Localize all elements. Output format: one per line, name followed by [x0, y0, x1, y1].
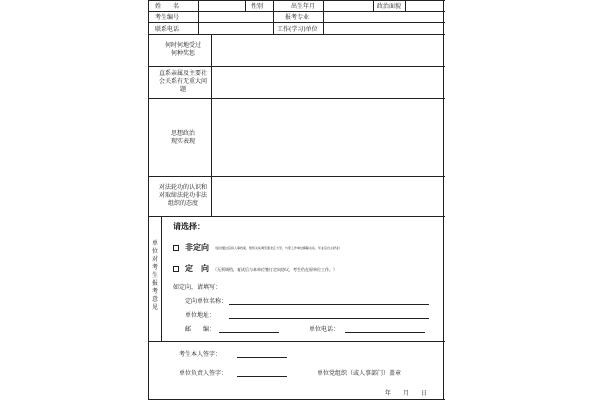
candidate-signature-line[interactable] [237, 357, 287, 358]
directed-unit-name-line[interactable] [229, 304, 429, 305]
opinion-side-label: 单位对考生报考意见 [151, 240, 158, 311]
leader-signature-line[interactable] [237, 376, 287, 377]
unit-address-label: 单位地址： [185, 312, 216, 319]
directed-note: （无须调档，复试后与本单位签订定向协议，考生仍在原单位工作。） [213, 267, 337, 272]
non-directed-label: 非定向 [185, 242, 209, 252]
form-top-border [149, 0, 445, 1]
unit-address-line[interactable] [229, 318, 429, 319]
name-label: 姓 名 [155, 3, 180, 10]
row-divider [149, 176, 445, 177]
unit-phone-line[interactable] [345, 332, 425, 333]
row-divider [149, 66, 445, 67]
candidate-signature-label: 考生本人签字： [179, 351, 222, 358]
political-review-form [148, 0, 444, 400]
col-divider [323, 0, 324, 34]
row-divider [149, 22, 445, 23]
row-divider [149, 98, 445, 99]
directed-unit-name-label: 定向单位名称： [185, 298, 228, 305]
awards-label: 何时何地受过何种奖惩 [164, 42, 201, 57]
unit-phone-label: 单位电话： [309, 326, 340, 333]
postcode-line[interactable] [219, 332, 279, 333]
col-divider [245, 0, 246, 11]
non-directed-checkbox[interactable] [173, 245, 179, 251]
falun-attitude-label: 对法轮功的认识和对取缔法轮功非法组织的态度 [159, 184, 208, 207]
political-performance-label: 思想政治现实表现 [170, 130, 195, 145]
col-divider [405, 0, 406, 11]
row-divider [149, 216, 445, 217]
non-directed-note: （复试通过后将人事档案、组织关系调至黑龙江大学，与原工作单位解除关系，毕业后自主择业） [213, 246, 343, 250]
date-label: 年 月 日 [385, 390, 428, 397]
exam-number-label: 考生编号 [155, 14, 180, 21]
choose-heading: 请选择： [173, 221, 205, 231]
row-divider [149, 341, 445, 342]
directed-checkbox[interactable] [173, 266, 179, 272]
birth-label: 出生年月 [291, 3, 316, 10]
directed-label: 定 向 [185, 263, 209, 273]
row-divider [149, 11, 445, 12]
row-divider [149, 34, 445, 35]
col-divider [273, 0, 274, 34]
political-status-label: 政治面貌 [377, 3, 402, 10]
col-divider [198, 0, 199, 34]
opinion-divider [161, 216, 162, 341]
directed-fill-instruction: 如定向，请填写： [173, 284, 222, 291]
major-label: 报考专业 [285, 14, 310, 21]
relatives-label: 直系亲属及主要社会关系有无重大问题 [159, 70, 208, 93]
phone-label: 联系电话 [155, 26, 180, 33]
work-unit-label: 工作(学习)单位 [277, 26, 318, 33]
section-divider [211, 34, 212, 216]
postcode-label: 邮 编： [185, 326, 216, 333]
col-divider [373, 0, 374, 11]
party-stamp-label: 单位党组织（或人事部门）盖章 [317, 370, 402, 377]
leader-signature-label: 单位负责人签字： [179, 370, 228, 377]
gender-label: 性别 [251, 3, 264, 10]
